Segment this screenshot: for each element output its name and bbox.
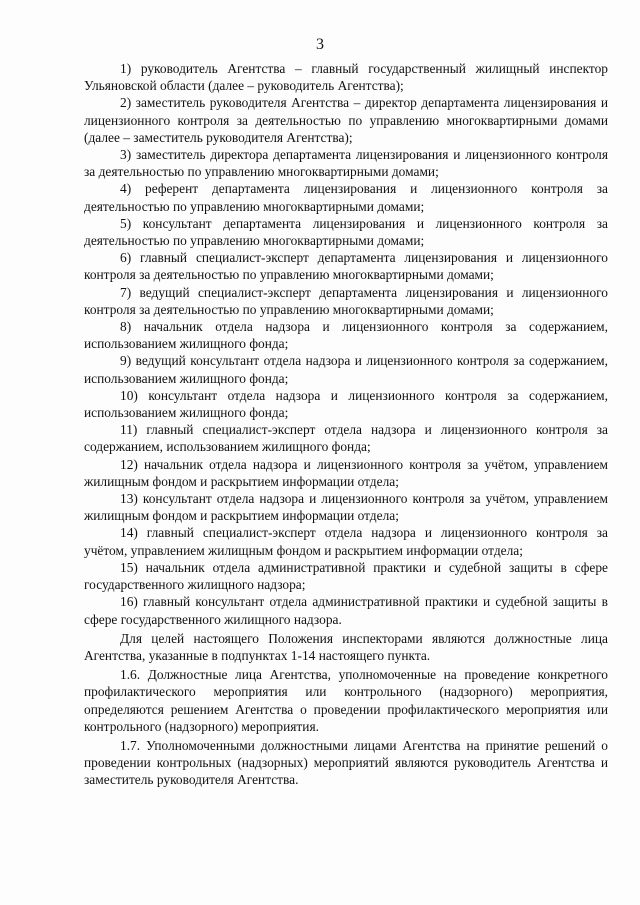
list-item: 12) начальник отдела надзора и лицензионного контроля за учётом, управлением жилищным фондом и раскрытием информации отдела;: [84, 456, 608, 489]
list-item: 13) консультант отдела надзора и лицензионного контроля за учётом, управлением жилищным фондом и раскрытием информации отдела;: [84, 491, 608, 524]
list-item: 5) консультант департамента лицензирования и лицензионного контроля за деятельностью по управлению многоквартирными домами;: [84, 215, 608, 249]
list-item: 10) консультант отдела надзора и лицензионного контроля за содержанием, использованием жилищного фонда;: [84, 387, 608, 421]
list-item: 1) руководитель Агентства – главный государственный жилищный инспектор Ульяновской области (далее – руководитель Агентства);: [84, 61, 608, 94]
document-body: [84, 60, 608, 789]
list-item: 16) главный консультант отдела административной практики и судебной защиты в сфере государственного жилищного надзора.: [84, 594, 608, 627]
list-item: 14) главный специалист-эксперт отдела надзора и лицензионного контроля за учётом, управлением жилищным фондом и раскрытием информации отдела;: [84, 525, 608, 558]
list-item: 9) ведущий консультант отдела надзора и лицензионного контроля за содержанием, использованием жилищного фонда;: [84, 353, 608, 386]
page-number: 3: [316, 36, 324, 53]
list-item: 2) заместитель руководителя Агентства – директор департамента лицензирования и лицензионного контроля за деятельностью по управлению многоквартирными домами (далее – заместитель руководителя Агентства);: [84, 95, 608, 145]
list-item: 8) начальник отдела надзора и лицензионного контроля за содержанием, использованием жилищного фонда;: [84, 319, 608, 352]
paragraph-inspectors-definition: Для целей настоящего Положения инспекторами являются должностные лица Агентства, указанные в подпунктах 1-14 настоящего пункта.: [84, 630, 608, 663]
list-item: 11) главный специалист-эксперт отдела надзора и лицензионного контроля за содержанием, использованием жилищного фонда;: [84, 422, 608, 455]
list-item: 15) начальник отдела административной практики и судебной защиты в сфере государственного жилищного надзора;: [84, 559, 608, 593]
paragraph-section-1-7: 1.7. Уполномоченными должностными лицами Агентства на принятие решений о проведении контрольных (надзорных) мероприятий являются руководитель Агентства и заместитель руководителя Агентства.: [84, 737, 608, 788]
list-item: 4) референт департамента лицензирования и лицензионного контроля за деятельностью по управлению многоквартирными домами;: [84, 181, 608, 214]
paragraph-section-1-6: 1.6. Должностные лица Агентства, уполномоченные на проведение конкретного профилактического мероприятия или контрольного (надзорного) мероприятия, определяются решением Агентства о проведении профилактического мероприятия или контрольного (надзорного) мероприятия.: [84, 667, 608, 734]
list-item: 7) ведущий специалист-эксперт департамента лицензирования и лицензионного контроля за деятельностью по управлению многоквартирными домами;: [84, 284, 608, 317]
list-item: 3) заместитель директора департамента лицензирования и лицензионного контроля за деятельностью по управлению многоквартирными домами;: [84, 147, 608, 180]
list-item: 6) главный специалист-эксперт департамента лицензирования и лицензионного контроля за деятельностью по управлению многоквартирными домами;: [84, 250, 608, 283]
